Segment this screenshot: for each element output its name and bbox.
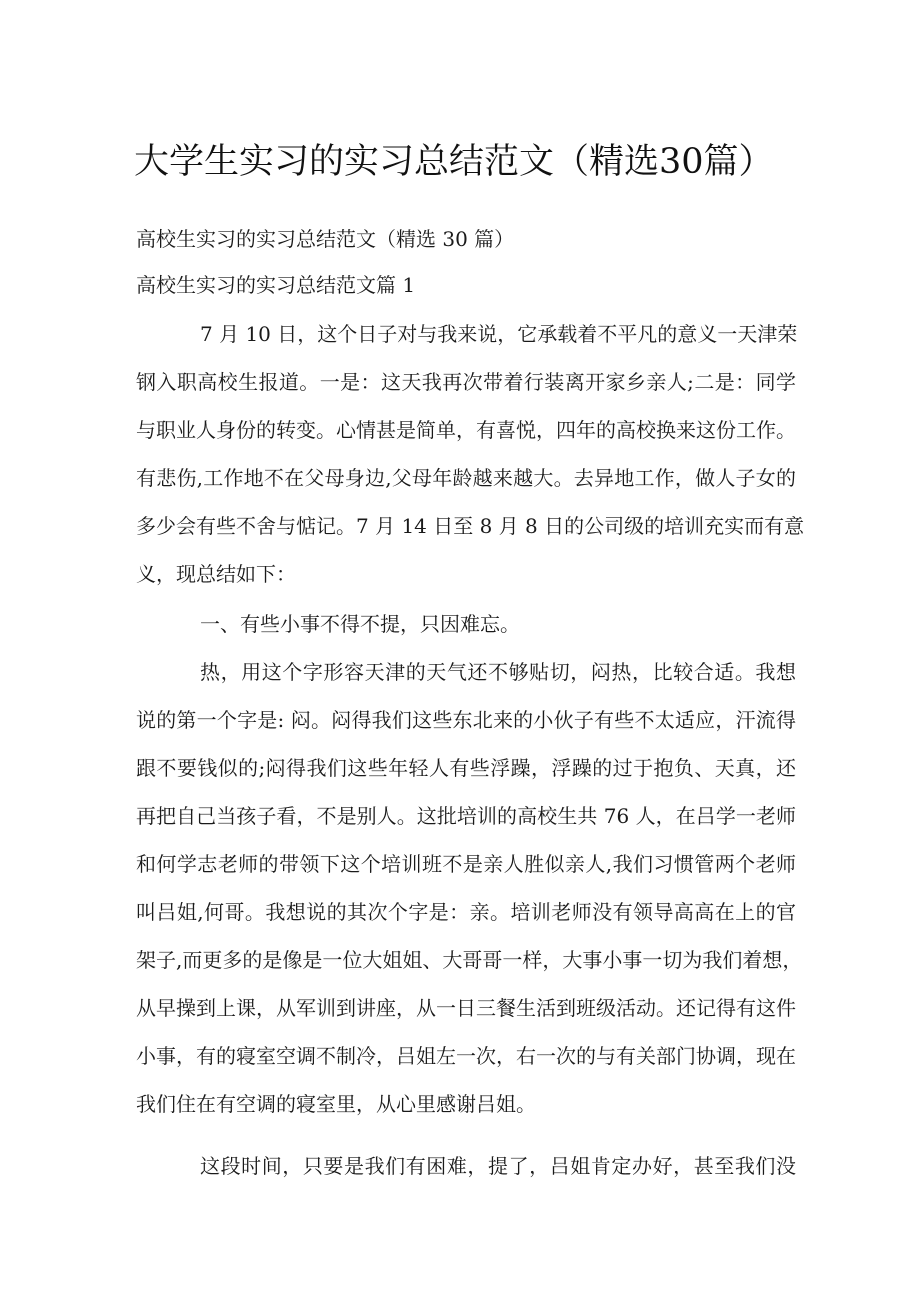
paragraph-line: 这段时间，只要是我们有困难，提了，吕姐肯定办好，甚至我们没 <box>200 1154 796 1178</box>
paragraph-line: 说的第一个字是: 闷。闷得我们这些东北来的小伙子有些不太适应，汗流得 <box>136 708 796 732</box>
paragraph-line: 跟不要钱似的;闷得我们这些年轻人有些浮躁，浮躁的过于抱负、天真，还 <box>136 756 796 780</box>
document-title: 大学生实习的实习总结范文（精选30篇） <box>134 142 774 182</box>
document-subtitle: 高校生实习的实习总结范文（精选 30 篇） <box>136 227 515 251</box>
section-heading: 高校生实习的实习总结范文篇 1 <box>136 273 416 297</box>
paragraph-line: 与职业人身份的转变。心情甚是简单，有喜悦，四年的高校换来这份工作。 <box>136 418 796 442</box>
paragraph-line: 多少会有些不舍与惦记。7 月 14 日至 8 月 8 日的公司级的培训充实而有意 <box>136 514 805 538</box>
paragraph-line: 和何学志老师的带领下这个培训班不是亲人胜似亲人,我们习惯管两个老师 <box>136 852 796 876</box>
paragraph-line: 小事，有的寝室空调不制冷，吕姐左一次，右一次的与有关部门协调，现在 <box>136 1044 796 1068</box>
point-heading: 一、有些小事不得不提，只因难忘。 <box>200 612 520 636</box>
paragraph-line: 从早操到上课，从军训到讲座，从一日三餐生活到班级活动。还记得有这件 <box>136 996 796 1020</box>
paragraph-line: 有悲伤,工作地不在父母身边,父母年龄越来越大。去异地工作，做人子女的 <box>136 466 796 490</box>
paragraph-line: 再把自己当孩子看，不是别人。这批培训的高校生共 76 人，在吕学一老师 <box>136 804 796 828</box>
paragraph-line: 义，现总结如下： <box>136 562 296 586</box>
paragraph-line: 我们住在有空调的寝室里，从心里感谢吕姐。 <box>136 1092 536 1116</box>
paragraph-line: 叫吕姐,何哥。我想说的其次个字是：亲。培训老师没有领导高高在上的官 <box>136 900 796 924</box>
paragraph-line: 钢入职高校生报道。一是：这天我再次带着行装离开家乡亲人;二是：同学 <box>136 370 796 394</box>
paragraph-line: 架子,而更多的是像是一位大姐姐、大哥哥一样，大事小事一切为我们着想， <box>136 948 803 972</box>
paragraph-line: 热，用这个字形容天津的天气还不够贴切，闷热，比较合适。我想 <box>200 660 796 684</box>
paragraph-line: 7 月 10 日，这个日子对与我来说，它承载着不平凡的意义一天津荣 <box>200 322 798 346</box>
